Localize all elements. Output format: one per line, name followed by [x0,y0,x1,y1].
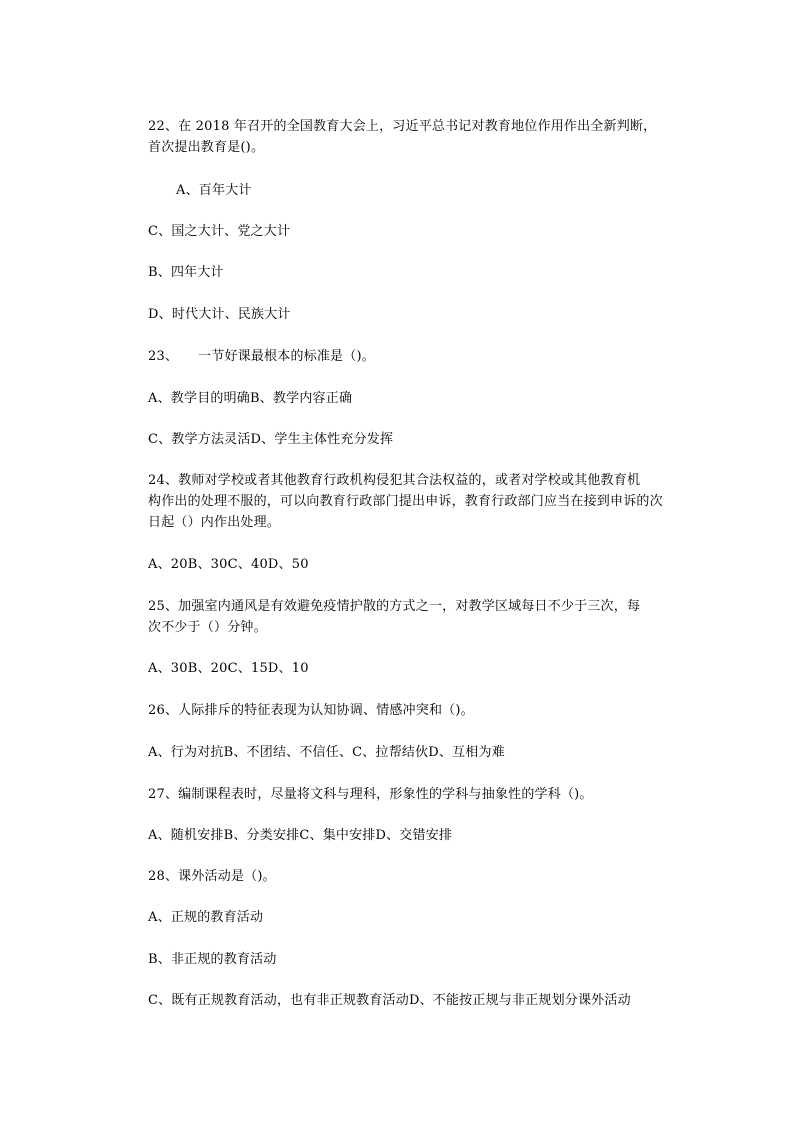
question-22-option-b: B、四年大计 [148,265,224,280]
question-27-stem: 27、编制课程表时，尽量将文科与理科，形象性的学科与抽象性的学科（)。 [148,787,593,802]
question-27-options: A、随机安排B、分类安排C、集中安排D、交错安排 [148,828,453,843]
question-24-line-2: 构作出的处理不服的，可以向教育行政部门提出申诉，教育行政部门应当在接到申诉的次 [148,494,663,509]
question-23-options-ab: A、教学目的明确B、教学内容正确 [148,391,353,406]
question-24-line-1: 24、教师对学校或者其他教育行政机构侵犯其合法权益的，或者对学校或其他教育机 [148,473,641,488]
question-22-option-a: A、百年大计 [176,183,252,198]
question-28-option-a: A、正规的教育活动 [148,910,264,925]
question-28-option-b: B、非正规的教育活动 [148,952,277,967]
question-26-stem: 26、人际排斥的特征表现为认知协调、情感冲突和（)。 [148,703,474,718]
question-23-stem: 23、 一节好课最根本的标准是（)。 [148,349,375,364]
question-22-line-2: 首次提出教育是()。 [148,140,265,155]
question-25-line-2: 次不少于（）分钟。 [148,620,267,635]
question-22-line-1: 22、在 2018 年召开的全国教育大会上，习近平总书记对教育地位作用作出全新判断， [148,119,657,134]
question-25-options: A、30B、20C、15D、10 [148,661,309,676]
question-25-line-1: 25、加强室内通风是有效避免疫情护散的方式之一，对教学区域每日不少于三次，每 [148,599,641,614]
question-26-options: A、行为对抗B、不团结、不信任、C、拉帮结伙D、互相为难 [148,745,505,760]
question-22-option-d: D、时代大计、民族大计 [148,307,291,322]
question-22-option-c: C、国之大计、党之大计 [148,224,291,239]
question-24-options: A、20B、30C、40D、50 [148,557,309,572]
question-28-stem: 28、课外活动是（)。 [148,869,276,884]
question-28-options-cd: C、既有正规教育活动，也有非正规教育活动D、不能按正规与非正规划分课外活动 [148,993,631,1008]
question-23-options-cd: C、教学方法灵活D、学生主体性充分发挥 [148,432,394,447]
question-24-line-3: 日起（）内作出处理。 [148,515,281,530]
